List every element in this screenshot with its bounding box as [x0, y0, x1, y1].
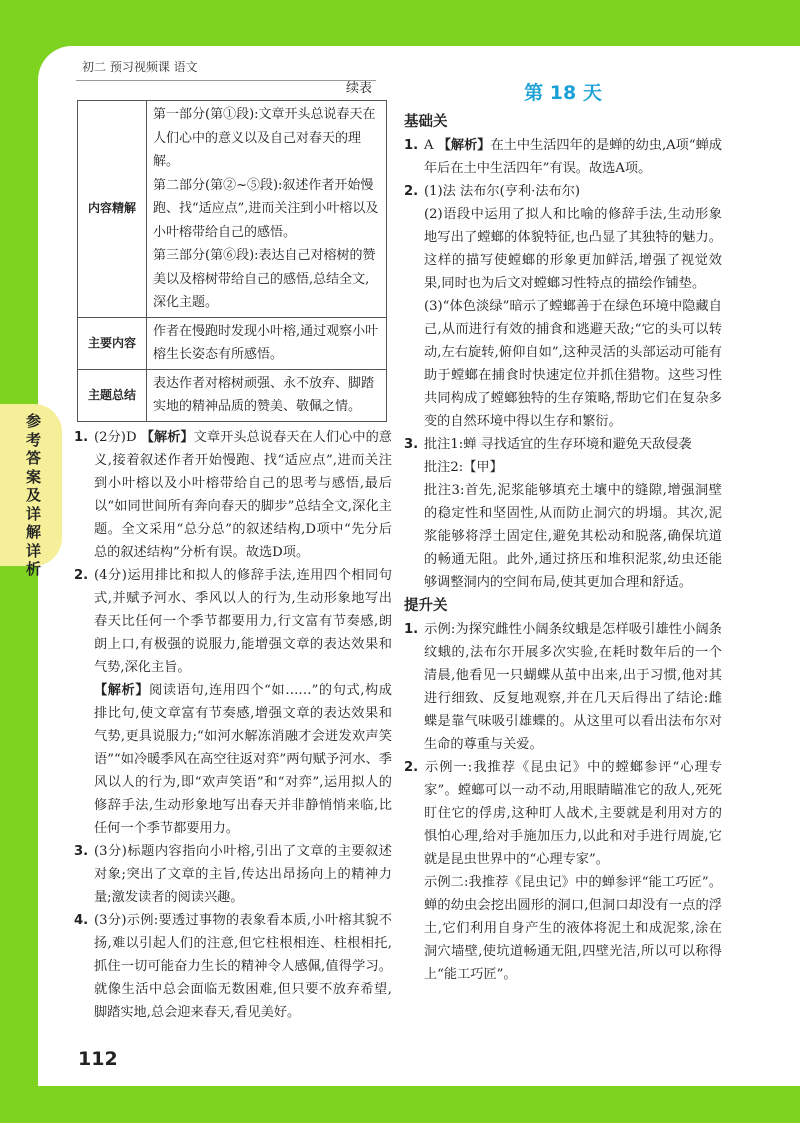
summary-table: [77, 100, 387, 422]
left-column: [74, 78, 392, 1024]
answer-number: 2.: [74, 567, 89, 583]
answer-number: 4.: [74, 912, 89, 928]
row-content: [147, 101, 387, 318]
section-heading: 提升关: [404, 598, 448, 614]
right-column: [404, 78, 722, 986]
row-paragraph: 第三部分(第⑥段):表达自己对榕树的赞美以及榕树带给自己的感悟,总结全文,深化主题。: [153, 248, 376, 310]
answer-item: [404, 618, 722, 756]
row-paragraph: 第二部分(第②~⑤段):叙述作者开始慢跑、找“适应点”,进而关注到小叶榕以及小叶榕带给自己的感悟。: [153, 177, 379, 240]
answer-line: 批注2:【甲】: [424, 460, 503, 475]
answer-analysis: [74, 679, 392, 840]
row-content: [147, 317, 387, 369]
answer-item: [404, 433, 722, 456]
answer-prefix: A: [424, 138, 438, 153]
answer-line: 示例一:我推荐《昆虫记》中的螳螂参评“心理专家”。螳螂可以一动不动,用眼睛瞄准它的敌人,死死盯住它的俘虏,这种盯人战术,主要就是利用对方的惧怕心理,给对手施加压力,以此和对手进行周旋,它就是昆虫世界中的“心理专家”。: [424, 760, 722, 867]
table-caption: 续表: [345, 81, 372, 96]
answer-line: 批注1:蝉 寻找适宜的生存环境和避免天敌侵袭: [424, 437, 692, 452]
answer-number: 1.: [74, 429, 89, 445]
section-heading: 基础关: [404, 114, 448, 130]
row-paragraph: 表达作者对榕树顽强、永不放弃、脚踏实地的精神品质的赞美、敬佩之情。: [153, 375, 375, 414]
page-number: 112: [78, 1048, 118, 1070]
answer-item: [404, 134, 722, 180]
answer-number: 3.: [404, 437, 419, 452]
answer-number: 1.: [404, 138, 419, 153]
table-row: [78, 369, 387, 421]
row-header: 主题总结: [78, 369, 147, 421]
answer-item: [404, 756, 722, 871]
answer-number: 2.: [404, 184, 419, 199]
answer-item: [74, 564, 392, 679]
answer-line: (3)“体色淡绿”暗示了螳螂善于在绿色环境中隐藏自己,从而进行有效的捕食和逃避天敌;“它的头可以转动,左右旋转,俯仰自如”,这种灵活的头部运动可能有助于螳螂在捕食时快速定位并抓住猎物。这些习性共同构成了螳螂独特的生存策略,帮助它们在复杂多变的自然环境中得以生存和繁衍。: [424, 299, 722, 429]
answer-line: 示例二:我推荐《昆虫记》中的蝉参评“能工巧匠”。蝉的幼虫会挖出圆形的洞口,但洞口却没有一点的浮土,它们利用自身产生的液体将泥土和成泥浆,涂在洞穴墙壁,使坑道畅通无阻,四壁光洁,所以可以称得上“能工巧匠”。: [424, 875, 722, 982]
answer-item: [74, 909, 392, 1024]
row-paragraph: 作者在慢跑时发现小叶榕,通过观察小叶榕生长姿态有所感悟。: [153, 323, 379, 362]
answer-text: (3分)示例:要透过事物的表象看本质,小叶榕其貌不扬,难以引起人们的注意,但它柱根相连、柱根相托,抓住一切可能奋力生长的精神令人感佩,值得学习。就像生活中总会面临无数困难,但只要不放弃希望,脚踏实地,总会迎来春天,看见美好。: [94, 912, 392, 1020]
answer-item: [74, 426, 392, 564]
analysis-tag: 【解析】: [437, 138, 491, 153]
answer-prefix: (2分)D: [94, 429, 141, 445]
answer-item: [404, 180, 722, 203]
side-tab-label: 参考答案及详解详析: [26, 412, 42, 578]
answer-text: 在土中生活四年的是蝉的幼虫,A项“蝉成年后在土中生活四年”有误。故选A项。: [424, 138, 722, 176]
day-title: 第 18 天: [524, 82, 602, 104]
row-header: 内容精解: [78, 101, 147, 318]
answer-line: 批注3:首先,泥浆能够填充土壤中的缝隙,增强洞壁的稳定性和坚固性,从而防止洞穴的坍塌。其次,泥浆能够将浮土固定住,避免其松动和脱落,确保坑道的畅通无阻。此外,通过挤压和堆积泥浆,幼虫还能够调整洞内的空间布局,使其更加合理和舒适。: [424, 483, 722, 590]
answer-text: (4分)运用排比和拟人的修辞手法,连用四个相同句式,并赋予河水、季风以人的行为,生动形象地写出春天比任何一个季节都要用力,行文富有节奏感,朗朗上口,有极强的说服力,能增强文章的表达效果和气势,深化主旨。: [94, 567, 392, 675]
table-row: [78, 101, 387, 318]
table-row: [78, 317, 387, 369]
answer-text: 文章开头总说春天在人们心中的意义,接着叙述作者开始慢跑、找“适应点”,进而关注到小叶榕以及小叶榕带给自己的思考与感悟,最后以“如同世间所有奔向春天的脚步”总结全文,深化主题。全文采用“总分总”的叙述结构,D项中“先分后总的叙述结构”分析有误。故选D项。: [94, 429, 392, 560]
answer-item: [74, 840, 392, 909]
answer-line: (1)法 法布尔(亨利·法布尔): [424, 184, 581, 199]
answer-line: (2)语段中运用了拟人和比喻的修辞手法,生动形象地写出了螳螂的体貌特征,也凸显了其独特的魅力。这样的描写使螳螂的形象更加鲜活,增强了视觉效果,同时也为后文对螳螂习性特点的描绘作铺垫。: [424, 207, 722, 291]
answer-text: (3分)标题内容指向小叶榕,引出了文章的主要叙述对象;突出了文章的主旨,传达出昂扬向上的精神力量;激发读者的阅读兴趣。: [94, 843, 392, 905]
running-header: 初二 预习视频课 语文: [82, 60, 198, 74]
answer-number: 1.: [404, 622, 419, 637]
analysis-tag: 【解析】: [94, 682, 150, 698]
answer-line: 示例:为探究雌性小阔条纹蛾是怎样吸引雄性小阔条纹蛾的,法布尔开展多次实验,在耗时数年后的一个清晨,他看见一只蝴蝶从茧中出来,出于习惯,他对其进行细致、反复地观察,并在几天后得出了结论:雌蝶是靠气味吸引雄蝶的。从这里可以看出法布尔对生命的尊重与关爱。: [424, 622, 722, 752]
row-header: 主要内容: [78, 317, 147, 369]
analysis-text: 阅读语句,连用四个“如……”的句式,构成排比句,使文章富有节奏感,增强文章的表达效果和气势,更具说服力;“如河水解冻消融才会迸发欢声笑语”“如冷暖季风在高空往返对弈”两句赋予河水、季风以人的行为,即“欢声笑语”和“对弈”,运用拟人的修辞手法,生动形象地写出春天并非静悄悄来临,比任何一个季节都要用力。: [94, 682, 392, 836]
answer-number: 2.: [404, 760, 419, 775]
answer-number: 3.: [74, 843, 89, 859]
analysis-tag: 【解析】: [140, 429, 194, 445]
row-content: [147, 369, 387, 421]
row-paragraph: 第一部分(第①段):文章开头总说春天在人们心中的意义以及自己对春天的理解。: [153, 107, 376, 169]
